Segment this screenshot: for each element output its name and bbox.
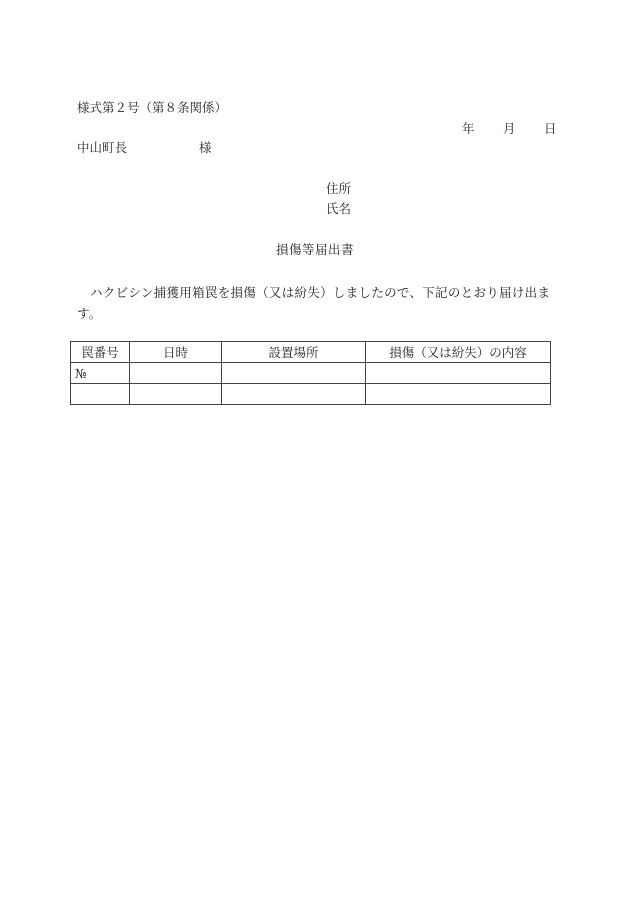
cell-location [222, 384, 366, 405]
applicant-address-label: 住所 [326, 181, 352, 196]
date-day-label: 日 [544, 121, 557, 136]
date-year-label: 年 [462, 121, 475, 136]
header-damage-details: 損傷（又は紛失）の内容 [366, 342, 551, 363]
cell-damage-details [366, 363, 551, 384]
cell-datetime [130, 363, 222, 384]
form-number: 様式第２号（第８条関係） [77, 100, 228, 115]
addressee [77, 140, 212, 155]
addressee-honorific: 様 [199, 140, 212, 155]
date-month-label: 月 [503, 121, 516, 136]
applicant-name-label: 氏名 [326, 201, 352, 216]
addressee-name: 中山町長 [77, 140, 128, 155]
report-table [70, 341, 551, 405]
cell-trap-number [71, 384, 130, 405]
header-location: 設置場所 [222, 342, 366, 363]
cell-datetime [130, 384, 222, 405]
cell-location [222, 363, 366, 384]
cell-damage-details [366, 384, 551, 405]
table-header-row [71, 342, 551, 363]
header-datetime: 日時 [130, 342, 222, 363]
document-title: 損傷等届出書 [275, 242, 354, 257]
header-trap-number: 罠番号 [71, 342, 130, 363]
body-text: ハクビシン捕獲用箱罠を損傷（又は紛失）しましたので、下記のとおり届け出ます。 [77, 285, 551, 321]
table-row [71, 384, 551, 405]
table-row [71, 363, 551, 384]
cell-trap-number: № [71, 363, 130, 384]
